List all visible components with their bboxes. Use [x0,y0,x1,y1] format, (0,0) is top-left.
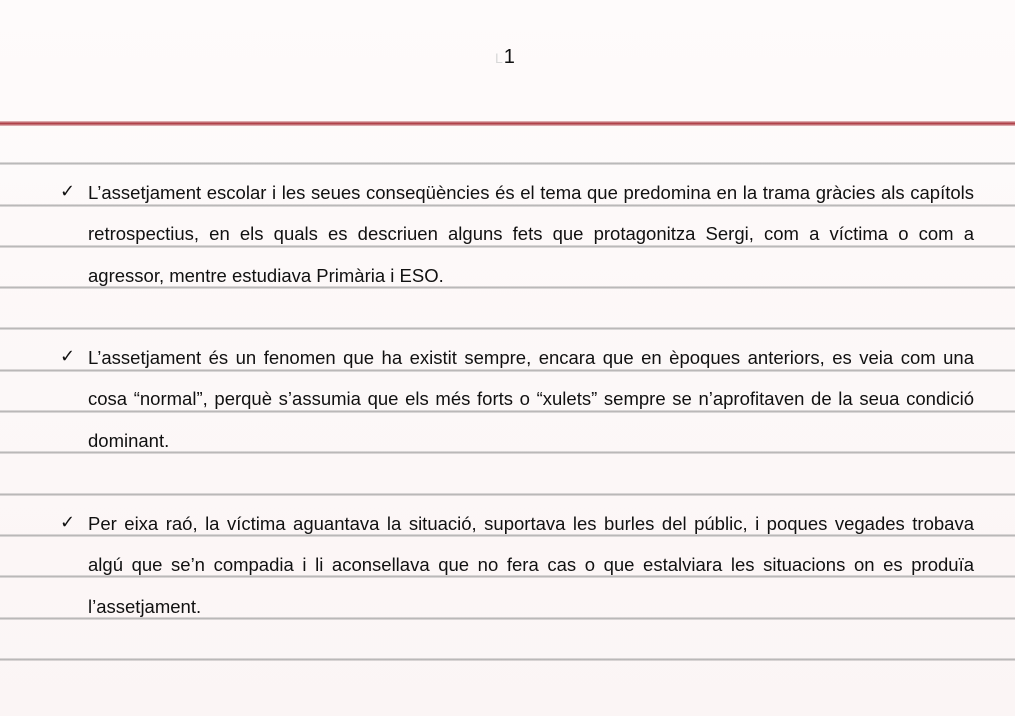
ruled-line [0,327,1015,330]
checkmark-icon: ✓ [60,512,76,532]
margin-line [0,121,1015,126]
ruled-line [0,493,1015,496]
checkmark-icon: ✓ [60,181,76,201]
bullet-text: Per eixa raó, la víctima aguantava la situació, suportava les burles del públic, i poques vegades trobava algú que se’n compadia i li aconsellava que no fera cas o que estalviara les situacions on es produïa l’assetjament. [88,513,974,617]
checkmark-icon: ✓ [60,346,76,366]
ruled-line [0,658,1015,661]
ruled-line [0,162,1015,165]
page-number-prefix: L [495,50,503,66]
page-number-value: 1 [503,46,515,68]
bullet-text: L’assetjament és un fenomen que ha existit sempre, encara que en èpoques anteriors, es veia com una cosa “normal”, perquè s’assumia que els més forts o “xulets” sempre se n’aprofitaven de la seua condició dominant. [88,347,974,451]
page-number [495,46,515,69]
bullet-text: L’assetjament escolar i les seues conseqüències és el tema que predomina en la trama gràcies als capítols retrospectius, en els quals es descriuen alguns fets que protagonitza Sergi, com a víctima o com a agressor, mentre estudiava Primària i ESO. [88,182,974,286]
